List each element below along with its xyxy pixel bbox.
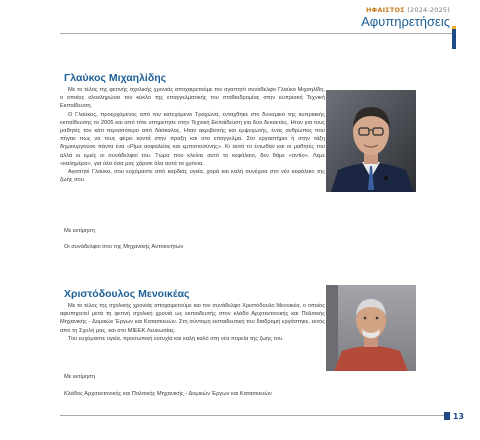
publication-name: ΗΦΑΙΣΤΟΣ	[365, 6, 405, 14]
person2-closing: Με εκτίμηση	[64, 374, 95, 380]
publication-header	[366, 6, 450, 14]
person2-text	[60, 302, 325, 343]
person2-paragraph: Του ευχόμαστε υγεία, προσωπική ευτυχία και καλή καλό στη νέα πορεία της ζωής του.	[68, 335, 284, 342]
person1-closing: Με εκτίμηση	[64, 228, 95, 234]
section-title: Αφυπηρετήσεις	[361, 14, 450, 29]
footer-marker	[444, 412, 450, 420]
header-marker	[452, 29, 456, 49]
person2-paragraph: Με το τέλος της σχολικής χρονιάς αποχαιρετούμε και τον συνάδελφο Χριστόδουλο Μενοικέα, ο οποίος αφυπηρετεί μετά τη φετινή σχολική χρονιά ως εκπαιδευτής στον κλάδο Αρχιτεκτονικής και Πολιτικής Μηχανικής - Δομικών Έργων και Κατασκευών. Στη σύντομη εκπαιδευτική του διαδρομή εργάστηκε, εκτός από τη Σχολή μας, και στο ΜΙΕΕΚ Λευκωσίας.	[60, 303, 325, 334]
person2-signature: Κλάδος Αρχιτεκτονικής και Πολιτικής Μηχανικής - Δομικών Έργων και Κατασκευών	[64, 391, 272, 397]
publication-years: (2024-2025)	[407, 6, 450, 14]
person1-paragraph: Ο Γλαύκος, προερχόμενος από τον κατεχόμενο Τραχώνα, ενταχθηκε στο δυναμικό της κυπριακής εκπαίδευσης το 2005 και από τότε υπηρετησε στην Τεχνική Εκπαίδευση για δύο δεκαετίες. Ηταν για τους μαθητές του κάτι περισσότερο από δάσκαλος. Ηταν ακριβοπής και εμψυχωτής, ένας ανθρωπος που πήγαε πως να τους φέρει κοντά στην πραξη και στο επαγγελμα. Στο εργαστήριο ή στην τάξη δημιουργούσε πάντα ένα «Ρίμα ασφαλείας και εμπιστοσύνης». Κι αυτό το ένιωθαν και οι μαθητές του αλλά κι εμείς οι συνάδελφοί του. Τώρα που κλείνει αυτό το κεφάλαιο, δεν θάμε «αντίο». Λεμε «καλημέρα», για όλα όσα μας χάρισε όλα αυτά τα χρόνια.	[60, 111, 325, 167]
person1-name: Γλαύκος Μιχαηλίδης	[64, 72, 167, 84]
person1-paragraph: Με το τέλος της φετινής σχολικής χρονιάς αποχαιρετούμε τον αγαπητό συνάδελφο Γλαύκο Μιχαηλίδη, ο οποίος ολοκληρώνει τον κύκλο της επαγγελματικής του σταδιοδρομίας στην κυπριακή Τεχνική Εκπαίδευση.	[60, 87, 325, 110]
person1-text	[60, 86, 325, 184]
person1-photo	[326, 90, 416, 192]
person1-signature: Οι συνάδελφοι σου της Μηχανικής Αυτοκινήτων	[64, 244, 184, 250]
header-divider	[60, 33, 452, 34]
page-number: 13	[452, 412, 464, 421]
person1-paragraph: Αγαπητέ Γλαύκο, σου ευχόμαστε από καρδιάς υγεία, χαρά και καλή συνέχεια στο νέο κεφάλαιο της ζωής σου.	[60, 169, 325, 184]
footer-divider	[60, 415, 444, 416]
person2-photo	[326, 285, 416, 371]
person2-name: Χριστόδουλος Μενοικέας	[64, 288, 190, 300]
